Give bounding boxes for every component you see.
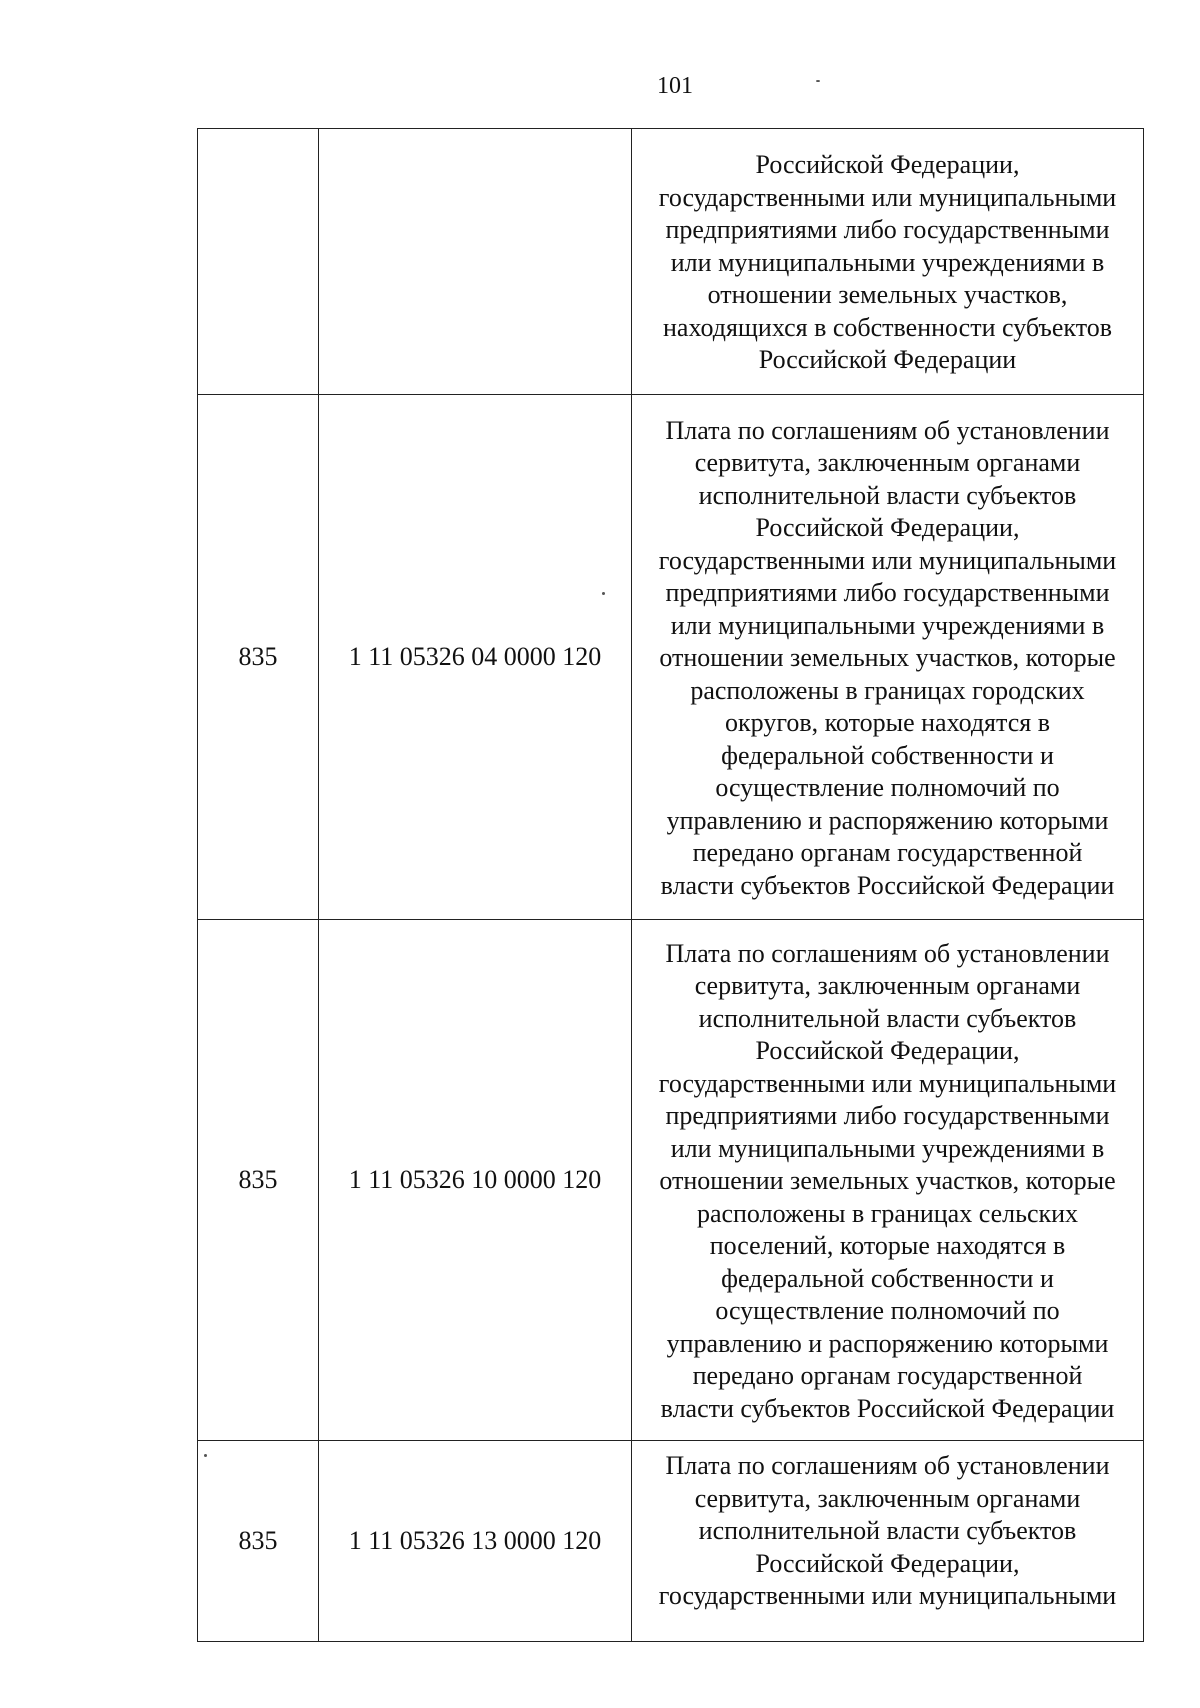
revenue-codes-table [197, 128, 1144, 1642]
kbk-code-cell: 1 11 05326 13 0000 120 [319, 1441, 632, 1642]
scan-speck-top [816, 80, 820, 82]
description-cell: Российской Федерации, государственными или муниципальными предприятиями либо государственными или муниципальными учреждениями в отношении земельных участков, находящихся в собственности субъектов Российской Федерации [632, 129, 1144, 395]
page-number: 101 [657, 73, 693, 99]
admin-code-cell: 835 [198, 1441, 319, 1642]
table-row [198, 920, 1144, 1441]
kbk-code-cell [319, 129, 632, 395]
admin-code-cell: 835 [198, 395, 319, 920]
table-row [198, 129, 1144, 395]
table-row [198, 1441, 1144, 1642]
description-cell: Плата по соглашениям об установлении сервитута, заключенным органами исполнительной власти субъектов Российской Федерации, государственными или муниципальными [632, 1441, 1144, 1642]
description-cell: Плата по соглашениям об установлении сервитута, заключенным органами исполнительной власти субъектов Российской Федерации, государственными или муниципальными предприятиями либо государственными или муниципальными учреждениями в отношении земельных участков, которые расположены в границах городских округов, которые находятся в федеральной собственности и осуществление полномочий по управлению и распоряжению которыми передано органам государственной власти субъектов Российской Федерации [632, 395, 1144, 920]
kbk-code-cell: 1 11 05326 10 0000 120 [319, 920, 632, 1441]
table-row [198, 395, 1144, 920]
description-cell: Плата по соглашениям об установлении сервитута, заключенным органами исполнительной власти субъектов Российской Федерации, государственными или муниципальными предприятиями либо государственными или муниципальными учреждениями в отношении земельных участков, которые расположены в границах сельских поселений, которые находятся в федеральной собственности и осуществление полномочий по управлению и распоряжению которыми передано органам государственной власти субъектов Российской Федерации [632, 920, 1144, 1441]
admin-code-cell: 835 [198, 920, 319, 1441]
admin-code-cell [198, 129, 319, 395]
kbk-code-cell: 1 11 05326 04 0000 120 [319, 395, 632, 920]
